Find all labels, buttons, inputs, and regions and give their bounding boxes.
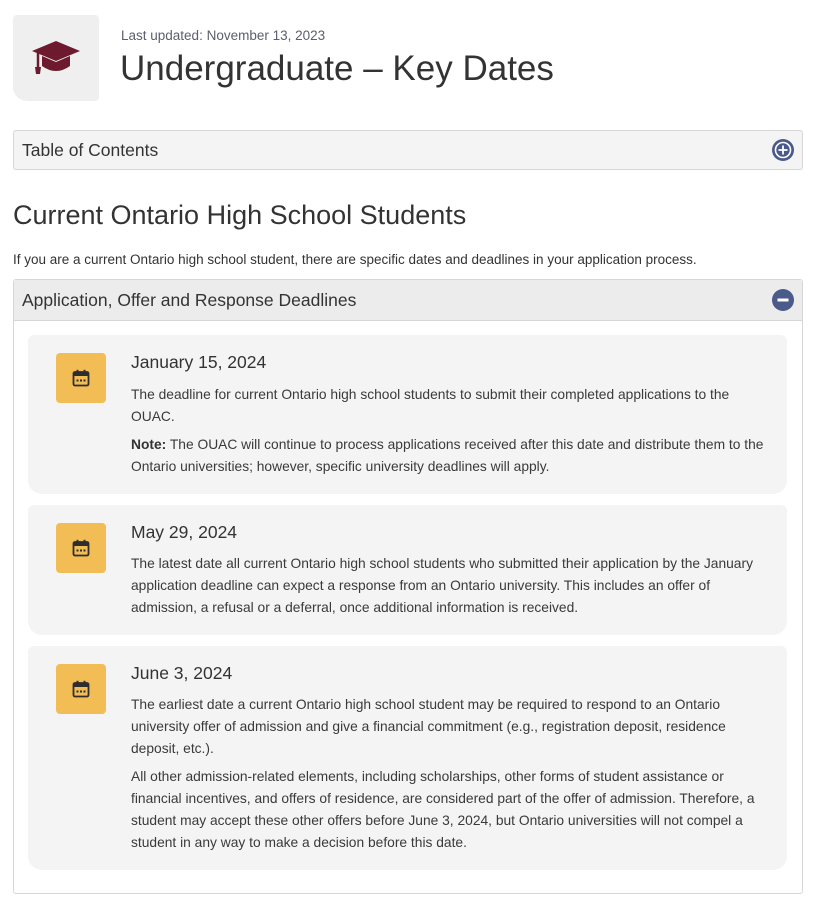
table-of-contents-label: Table of Contents bbox=[22, 140, 159, 160]
deadlines-accordion bbox=[13, 279, 803, 894]
section-title: Current Ontario High School Students bbox=[13, 200, 467, 230]
card-date: May 29, 2024 bbox=[131, 522, 238, 542]
card-paragraph: The deadline for current Ontario high school students to submit their completed applications to the OUAC. bbox=[131, 387, 730, 424]
card-description bbox=[131, 384, 771, 484]
plus-icon[interactable] bbox=[772, 139, 794, 161]
section-intro: If you are a current Ontario high school student, there are specific dates and deadlines in your application process. bbox=[13, 252, 697, 267]
deadlines-accordion-header[interactable] bbox=[14, 280, 802, 321]
card-paragraph: The earliest date a current Ontario high school student may be required to respond to an Ontario university offer of admission and give a financial commitment (e.g., registration deposit, residence deposit, etc.). bbox=[131, 697, 726, 756]
card-note bbox=[131, 434, 771, 478]
minus-icon[interactable] bbox=[772, 289, 794, 311]
card-description bbox=[131, 553, 771, 625]
accordion-label: Application, Offer and Response Deadlines bbox=[22, 290, 357, 310]
card-paragraph: All other admission-related elements, including scholarships, other forms of student assistance or financial incentives, and offers of residence, are considered part of the offer of admission. Therefore, a student may accept these other offers before June 3, 2024, but Ontario universities will not compel a student in any way to make a decision before this date. bbox=[131, 769, 755, 850]
page-header bbox=[13, 15, 803, 101]
key-date-card-1 bbox=[28, 335, 787, 494]
calendar-tile bbox=[56, 664, 106, 714]
calendar-tile bbox=[56, 353, 106, 403]
page-title: Undergraduate – Key Dates bbox=[120, 49, 554, 88]
card-date: June 3, 2024 bbox=[131, 663, 233, 683]
calendar-tile bbox=[56, 523, 106, 573]
card-date: January 15, 2024 bbox=[131, 352, 267, 372]
table-of-contents-toggle[interactable] bbox=[13, 130, 803, 170]
note-text: The OUAC will continue to process applications received after this date and distribute them to the Ontario universities; however, specific university deadlines will apply. bbox=[131, 437, 764, 474]
key-date-card-3 bbox=[28, 646, 787, 870]
last-updated-text: Last updated: November 13, 2023 bbox=[121, 28, 326, 43]
key-date-card-2 bbox=[28, 505, 787, 635]
card-paragraph: The latest date all current Ontario high school students who submitted their application by the January application deadline can expect a response from an Ontario university. This includes an offer of admission, a refusal or a deferral, once additional information is received. bbox=[131, 556, 753, 615]
calendar-icon bbox=[72, 680, 90, 698]
graduation-cap-icon bbox=[30, 38, 82, 78]
calendar-icon bbox=[72, 539, 90, 557]
calendar-icon bbox=[72, 369, 90, 387]
note-label: Note: bbox=[131, 437, 167, 452]
graduation-cap-tile bbox=[13, 15, 99, 101]
card-description bbox=[131, 694, 771, 860]
